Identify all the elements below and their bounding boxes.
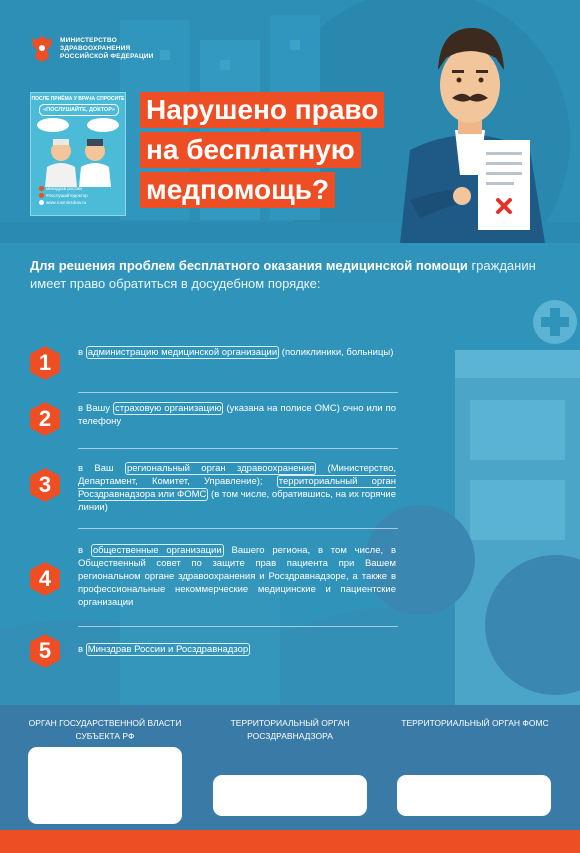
option-number: 3: [38, 472, 52, 497]
text-part: Вашего региона, в том числе, в Общественный совет по защите прав пациента при Вашем региональном органе здравоохранения и Росздравнадзоре, а также в профессиональные некоммерческие медицинские и пациентские организации: [78, 545, 396, 608]
text-part: в: [78, 644, 86, 655]
white-dot-icon: [39, 200, 44, 205]
text-part: в: [78, 347, 86, 358]
number-badge: [30, 402, 60, 436]
title-line: медпомощь?: [140, 172, 335, 208]
ministry-line: ЗДРАВООХРАНЕНИЯ: [60, 45, 131, 52]
page-title: [140, 92, 384, 212]
header-section: [0, 0, 580, 243]
divider: [78, 392, 398, 393]
man-with-document-illustration: [380, 0, 580, 243]
option-text: [78, 634, 396, 668]
regional-authority-contact-box: [28, 747, 182, 824]
divider: [78, 448, 398, 449]
text-part: в Ваш: [78, 463, 125, 474]
option-text: [78, 544, 396, 609]
option-item-5: [30, 634, 400, 668]
highlight-text: Минздрав России и Росздравнадзор: [87, 644, 249, 655]
roszdravnadzor-label: ТЕРРИТОРИАЛЬНЫЙ ОРГАН РОСЗДРАВНАДЗОРА: [230, 718, 350, 741]
number-badge: [30, 562, 60, 596]
option-number: 2: [38, 406, 52, 431]
option-item-1: [30, 346, 400, 380]
ministry-line: МИНИСТЕРСТВО: [60, 37, 117, 44]
option-text: [78, 346, 396, 380]
highlight-text: территориальный орган Росздравнадзора или ФОМС: [78, 476, 396, 500]
emblem-icon: [30, 34, 54, 64]
poster-footer-line: www.rosminzdrav.ru: [46, 200, 87, 205]
poster-badge: «ПОСЛУШАЙТЕ, ДОКТОР»: [39, 104, 119, 116]
roszdravnadzor-contact-box: [213, 775, 367, 816]
poster-footer: [39, 185, 117, 206]
text-part: (в том числе, обратившись, на их горячие линии): [78, 489, 396, 513]
option-text: [78, 402, 396, 436]
option-item-2: [30, 402, 400, 436]
text-part: (поликлиники, больницы): [279, 347, 394, 358]
text-part: (Министерство, Департамент, Комитет, Управление);: [78, 463, 396, 487]
intro-bold: Для решения проблем бесплатного оказания медицинской помощи: [30, 258, 468, 273]
option-number: 5: [38, 638, 52, 663]
ministry-name: [60, 37, 154, 61]
poster-footer-line: #послушайтедоктор: [46, 193, 88, 198]
ministry-line: РОССИЙСКОЙ ФЕДЕРАЦИИ: [60, 53, 154, 60]
campaign-poster-thumbnail: [30, 92, 126, 216]
highlight-text: страховую организацию: [115, 403, 222, 414]
option-number: 4: [38, 566, 52, 591]
orange-dot-icon: [39, 186, 44, 191]
poster-footer-line: минздрав россии: [46, 186, 82, 191]
footer-bar: [0, 830, 580, 853]
option-text: [78, 462, 396, 514]
highlight-text: администрацию медицинской организации: [87, 347, 278, 358]
text-part: в Вашу: [78, 403, 113, 414]
title-line: на бесплатную: [140, 132, 361, 168]
intro-rest: гражданин имеет право обратиться в досудебном порядке:: [30, 258, 536, 291]
highlight-text: общественные организации: [92, 545, 222, 556]
doctors-illustration: [31, 117, 125, 187]
option-item-3: [30, 462, 400, 514]
number-badge: [30, 346, 60, 380]
orange-dot-icon: [39, 193, 44, 198]
ministry-logo: [30, 34, 154, 64]
poster-top-text: ПОСЛЕ ПРИЁМА У ВРАЧА СПРОСИТЕ: [31, 96, 125, 102]
contacts-section: [0, 705, 580, 830]
intro-text: [30, 257, 560, 293]
highlight-text: региональный орган здравоохранения: [126, 463, 315, 474]
option-number: 1: [38, 350, 52, 375]
title-line: Нарушено право: [140, 92, 384, 128]
foms-label: ТЕРРИТОРИАЛЬНЫЙ ОРГАН ФОМС: [401, 718, 549, 728]
regional-authority-label: ОРГАН ГОСУДАРСТВЕННОЙ ВЛАСТИ СУБЪЕКТА РФ: [28, 718, 182, 741]
options-list-section: [0, 300, 580, 705]
divider: [78, 626, 398, 627]
number-badge: [30, 634, 60, 668]
option-item-4: [30, 544, 400, 609]
divider: [78, 528, 398, 529]
text-part: (указана на полисе ОМС) очно или по телефону: [78, 403, 397, 427]
foms-contact-box: [397, 775, 551, 816]
text-part: в: [78, 545, 91, 556]
number-badge: [30, 468, 60, 502]
